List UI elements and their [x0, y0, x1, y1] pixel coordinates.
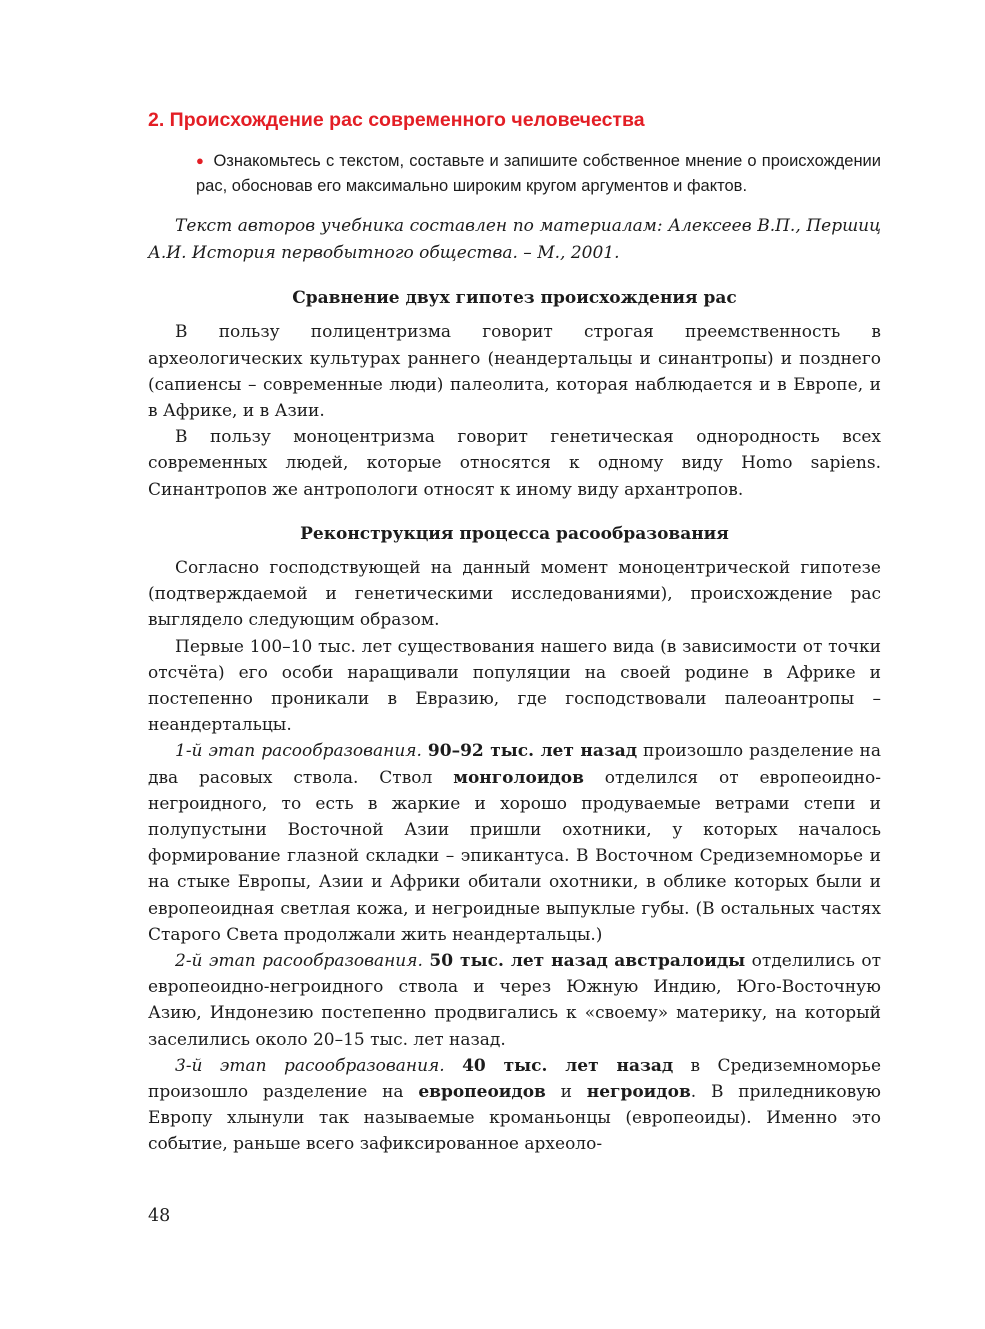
task-text: Ознакомьтесь с текстом, составьте и запишите собственное мнение о происхождении рас, обосновав его максимально широким кругом аргументов и фактов. [196, 152, 881, 196]
body-paragraph [148, 738, 881, 948]
body-paragraph [148, 319, 881, 424]
text-run: произошло разделение на два расовых ствола. Ствол [148, 741, 881, 788]
emphasis-term: австралоиды [614, 951, 746, 972]
text-run: отделился от европеоидно-негроидного, то есть в жаркие и хорошо продуваемые ветрами степи и полупустыни Восточной Азии пришли охотники, у которых началось формирование глазной складки – эпикантуса. В Восточном Средиземноморье и на стыке Европы, Азии и Африки обитали охотники, в облике которых были и европеоидная светлая кожа, и негроидные выпуклые губы. (В остальных частях Старого Света продолжали жить неандертальцы.) [148, 767, 881, 945]
article-body [148, 287, 881, 1157]
stage-label: 1-й этап расообразования. [175, 741, 428, 762]
stage-label: 3-й этап расообразования. [175, 1055, 463, 1076]
page-content [148, 108, 881, 1158]
text-run: В пользу полицентризма говорит строгая преемственность в археологических культурах раннего (неандертальцы и синантропы) и позднего (сапиенсы – современные люди) палеолита, которая наблюдается и в Европе, и в Африке, и в Азии. [148, 322, 881, 422]
text-run: Первые 100–10 тыс. лет существования нашего вида (в зависимости от точки отсчёта) его особи наращивали популяции на своей родине в Африке и постепенно проникали в Евразию, где господствовали палеоантропы – неандертальцы. [148, 636, 881, 736]
text-run: в Средиземноморье произошло разделение на [148, 1055, 882, 1103]
emphasis-term: 50 тыс. лет назад [429, 951, 608, 972]
text-run: и [545, 1082, 587, 1103]
section-heading: Реконструкция процесса расообразования [300, 523, 729, 544]
text-run: . В приледниковую Европу хлынули так называемые кроманьонцы (европеоиды). Именно это событие, раньше всего зафиксированное археоло- [148, 1082, 881, 1155]
source-note: Текст авторов учебника составлен по материалам: Алексеев В.П., Першиц А.И. История первобытного общества. – М., 2001. [148, 216, 881, 264]
text-run: отделились от европеоидно-негроидного ствола и через Южную Индию, Юго-Восточную Азию, Индонезию постепенно продвигались к «своему» материку, на который заселились около 20–15 тыс. лет назад. [148, 951, 881, 1050]
body-paragraph [148, 555, 881, 634]
stage-label: 2-й этап расообразования. [175, 951, 430, 972]
task-paragraph [196, 148, 881, 199]
emphasis-term: 90–92 тыс. лет назад [427, 741, 638, 762]
text-run: В пользу моноцентризма говорит генетическая однородность всех современных людей, которые относятся к одному виду Homo sapiens. Синантропов же антропологи относят к иному виду архантропов. [148, 427, 881, 500]
page-number: 48 [148, 1206, 171, 1226]
bullet-icon: ● [196, 153, 205, 169]
body-paragraph [148, 948, 881, 1053]
emphasis-term: негроидов [586, 1082, 691, 1103]
body-paragraph [148, 424, 881, 503]
section-heading: Сравнение двух гипотез происхождения рас [292, 288, 737, 309]
emphasis-term: 40 тыс. лет назад [462, 1055, 674, 1076]
text-run: Согласно господствующей на данный момент моноцентрической гипотезе (подтверждаемой и генетическими исследованиями), происхождение рас выглядело следующим образом. [148, 557, 881, 631]
section-title: 2. Происхождение рас современного человечества [148, 109, 645, 131]
emphasis-term: европеоидов [418, 1082, 546, 1103]
body-paragraph [148, 1053, 881, 1158]
body-paragraph [148, 634, 881, 739]
emphasis-term: монголоидов [453, 767, 584, 788]
